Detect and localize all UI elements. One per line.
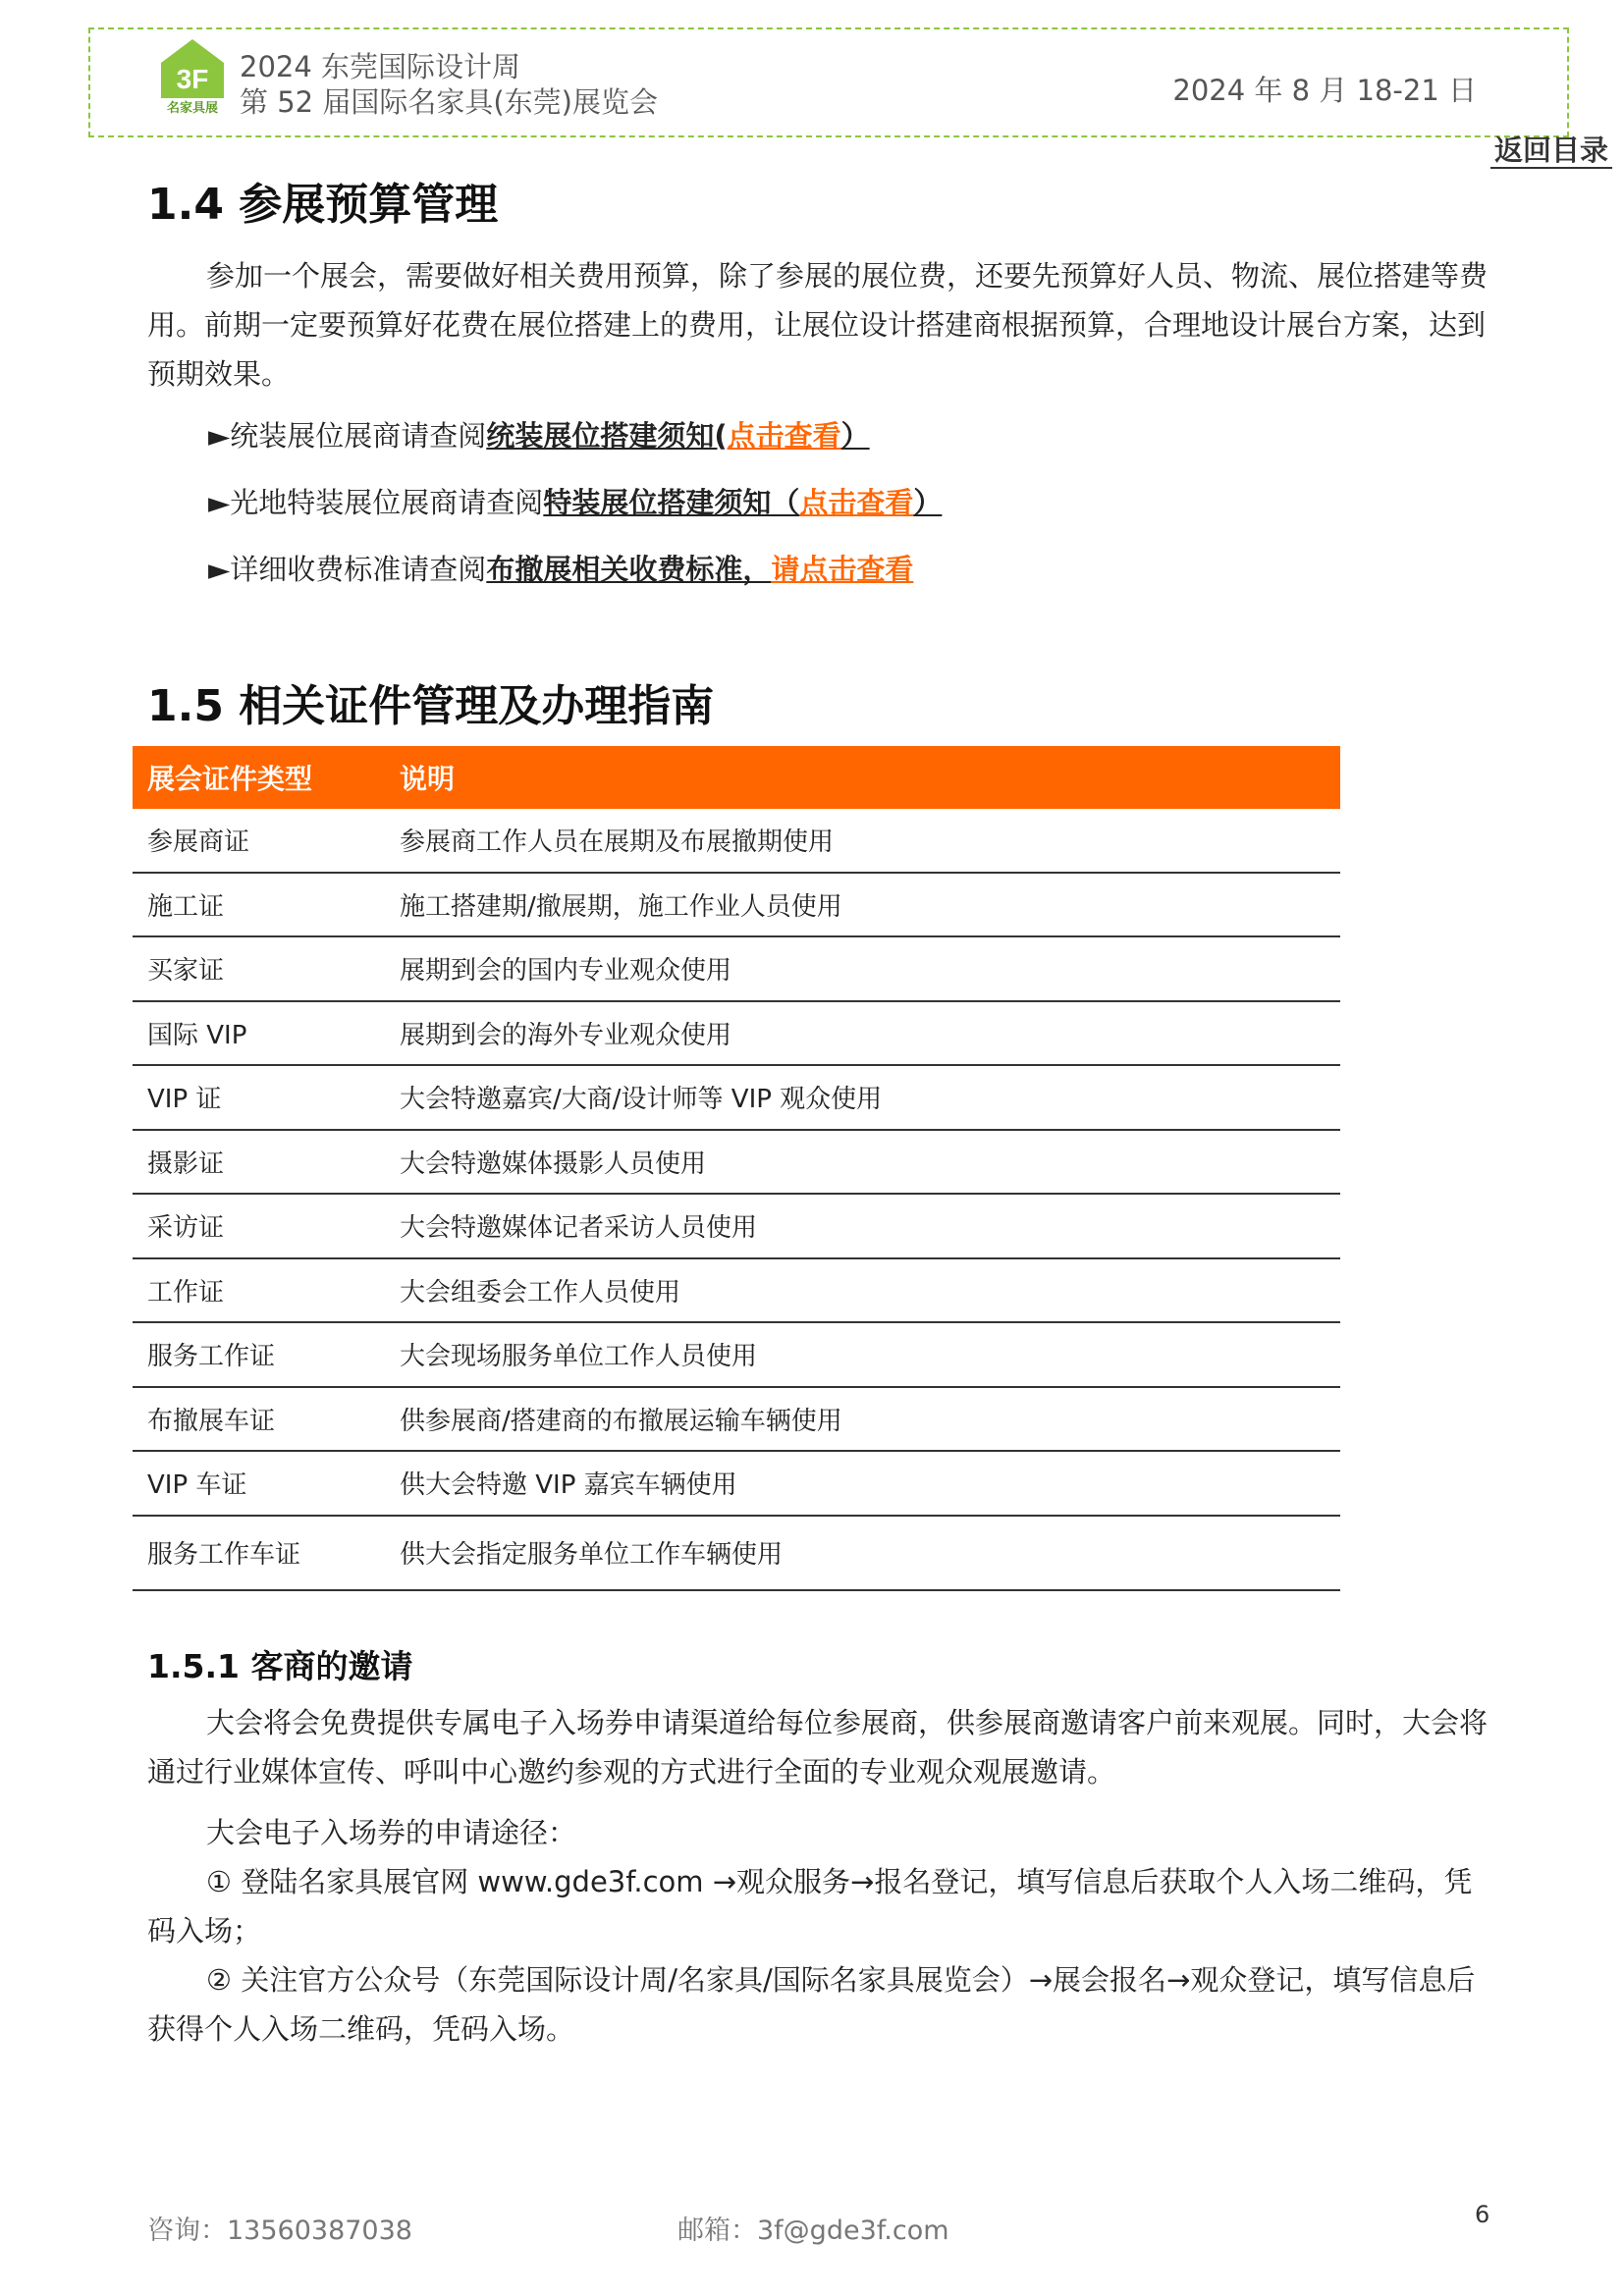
cell-type: VIP 证 — [147, 1085, 222, 1115]
table-row — [133, 809, 1340, 874]
logo-text: 名家具展 — [166, 101, 219, 116]
bullet-fee-standard — [208, 550, 913, 589]
header-line1: 2024 东莞国际设计周 — [240, 50, 521, 83]
section-1-4-paragraph: 参加一个展会，需要做好相关费用预算，除了参展的展位费，还要先预算好人员、物流、展位搭建等费用。前期一定要预算好花费在展位搭建上的费用，让展位设计搭建商根据预算，合理地设计展台方案，达到预期效果。 — [147, 259, 1489, 391]
credentials-table — [133, 746, 1340, 1591]
special-booth-guide-link[interactable]: 特装展位搭建须知（ — [543, 486, 800, 519]
cell-desc: 展期到会的海外专业观众使用 — [400, 1020, 732, 1050]
cell-desc: 供大会指定服务单位工作车辆使用 — [400, 1540, 784, 1570]
table-row — [133, 1002, 1340, 1067]
cell-desc: 大会特邀嘉宾/大商/设计师等 VIP 观众使用 — [400, 1085, 883, 1115]
cell-desc: 供大会特邀 VIP 嘉宾车辆使用 — [400, 1470, 737, 1501]
header-titles — [240, 49, 658, 120]
page-number: 6 — [1475, 2201, 1490, 2228]
cell-type: VIP 车证 — [147, 1470, 247, 1501]
bullet-prefix: ►统装展位展商请查阅 — [208, 419, 487, 453]
footer-email: 邮箱：3f@gde3f.com — [677, 2216, 949, 2246]
standard-booth-guide-link[interactable]: 统装展位搭建须知( — [486, 419, 728, 453]
table-row — [133, 874, 1340, 938]
cell-desc: 展期到会的国内专业观众使用 — [400, 956, 732, 987]
table-row — [133, 1259, 1340, 1324]
table-header — [133, 746, 1340, 809]
cell-desc: 大会组委会工作人员使用 — [400, 1277, 681, 1308]
cell-desc: 大会特邀媒体记者采访人员使用 — [400, 1213, 758, 1244]
logo-mark: 3F — [176, 64, 209, 94]
cell-type: 服务工作车证 — [147, 1540, 301, 1570]
bullet-standard-booth — [208, 416, 870, 455]
section-1-5-1-paragraph: 大会将会免费提供专属电子入场券申请渠道给每位参展商，供参展商邀请客户前来观展。同时，大会将通过行业媒体宣传、呼叫中心邀约参观的方式进行全面的专业观众观展邀请。 — [147, 1706, 1489, 1789]
cell-desc: 供参展商/搭建商的布撤展运输车辆使用 — [400, 1406, 842, 1436]
header-line2: 第 52 届国际名家具(东莞)展览会 — [240, 85, 658, 119]
back-to-contents-link[interactable]: 返回目录 — [1490, 133, 1612, 169]
bullet-raw-space-booth — [208, 483, 942, 522]
table-header-desc: 说明 — [400, 763, 456, 795]
section-1-4-title: 1.4 参展预算管理 — [147, 180, 499, 230]
click-view-link[interactable]: 请点击查看 — [771, 553, 914, 586]
bullet-suffix: ） — [840, 419, 870, 453]
cell-type: 服务工作证 — [147, 1342, 276, 1372]
cell-desc: 施工搭建期/撤展期，施工作业人员使用 — [400, 891, 842, 922]
section-1-5-1-title: 1.5.1 客商的邀请 — [147, 1647, 413, 1685]
cell-type: 工作证 — [147, 1277, 225, 1308]
header-date: 2024 年 8 月 18-21 日 — [1172, 74, 1477, 107]
table-row — [133, 1195, 1340, 1259]
ticket-way-1: ① 登陆名家具展官网 www.gde3f.com →观众服务→报名登记，填写信息后获取个人入场二维码，凭码入场； — [147, 1865, 1473, 1948]
click-view-link[interactable]: 点击查看 — [799, 486, 914, 519]
click-view-link[interactable]: 点击查看 — [727, 419, 841, 453]
bullet-suffix: ） — [913, 486, 943, 519]
table-row — [133, 1323, 1340, 1388]
cell-type: 采访证 — [147, 1213, 225, 1244]
cell-type: 参展商证 — [147, 828, 250, 858]
cell-desc: 大会特邀媒体摄影人员使用 — [400, 1148, 707, 1179]
cell-desc: 参展商工作人员在展期及布展撤期使用 — [400, 828, 835, 858]
cell-type: 买家证 — [147, 956, 225, 987]
bullet-prefix: ►详细收费标准请查阅 — [208, 553, 487, 586]
cell-type: 施工证 — [147, 891, 225, 922]
table-row — [133, 1131, 1340, 1196]
ticket-ways-title: 大会电子入场券的申请途径： — [206, 1816, 577, 1849]
footer-phone: 咨询：13560387038 — [147, 2216, 412, 2246]
logo — [159, 37, 226, 120]
fee-standard-link[interactable]: 布撤展相关收费标准， — [486, 553, 772, 586]
cell-type: 摄影证 — [147, 1148, 225, 1179]
table-row — [133, 1452, 1340, 1517]
table-row — [133, 1388, 1340, 1453]
cell-type: 国际 VIP — [147, 1020, 247, 1050]
table-row — [133, 1517, 1340, 1591]
bullet-prefix: ►光地特装展位展商请查阅 — [208, 486, 544, 519]
table-row — [133, 1066, 1340, 1131]
section-1-5-title: 1.5 相关证件管理及办理指南 — [147, 681, 715, 731]
cell-type: 布撤展车证 — [147, 1406, 276, 1436]
cell-desc: 大会现场服务单位工作人员使用 — [400, 1342, 758, 1372]
ticket-way-2: ② 关注官方公众号（东莞国际设计周/名家具/国际名家具展览会）→展会报名→观众登记，填写信息后获得个人入场二维码，凭码入场。 — [147, 1963, 1476, 2046]
table-header-type: 展会证件类型 — [147, 763, 313, 795]
table-row — [133, 937, 1340, 1002]
